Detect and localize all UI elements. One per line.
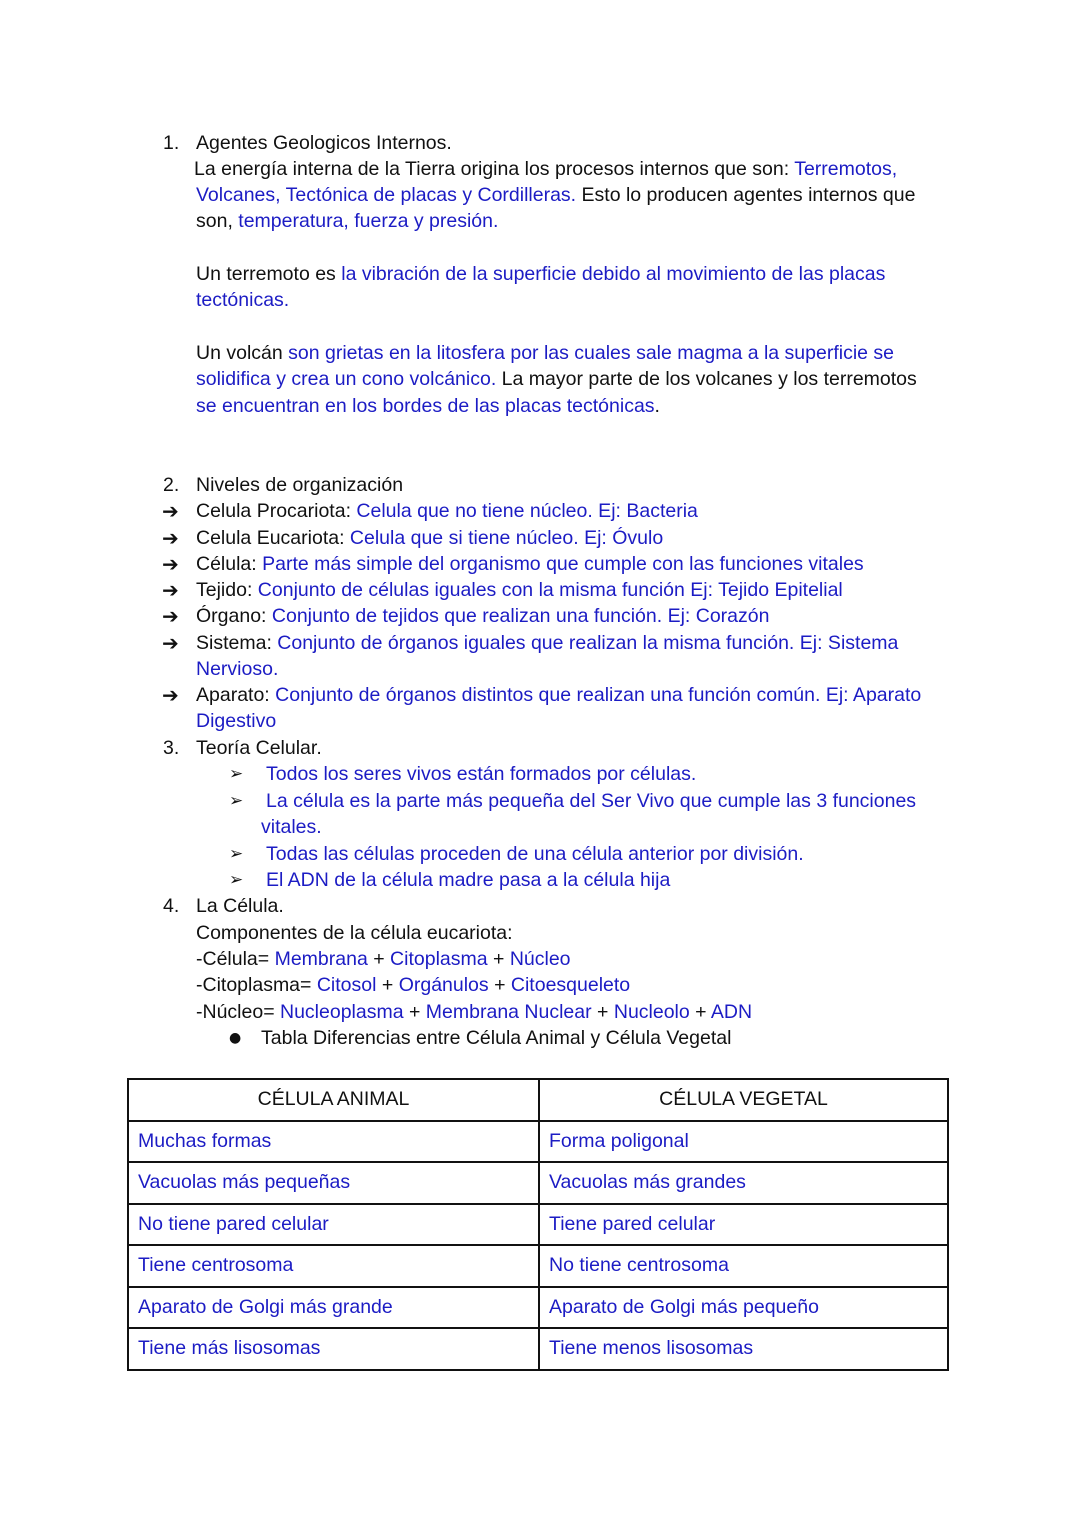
list-item	[196, 682, 921, 708]
comparison-table	[127, 1078, 949, 1371]
list-number: 1.	[163, 132, 180, 154]
table-cell: Tiene pared celular	[539, 1204, 948, 1246]
component: Membrana	[274, 948, 368, 970]
bullet-dot-icon: ●	[229, 1030, 242, 1046]
term: Celula Procariota:	[196, 500, 357, 522]
list-item	[196, 577, 843, 603]
formula-nucleus	[196, 999, 752, 1025]
formula-cytoplasm	[196, 972, 630, 998]
list-number: 3.	[163, 737, 180, 759]
table-cell: Aparato de Golgi más grande	[128, 1287, 539, 1329]
table-row	[128, 1162, 948, 1204]
definition: Celula que no tiene núcleo. Ej: Bacteria	[356, 500, 698, 522]
section-heading: Niveles de organización	[196, 474, 404, 496]
definition-continued: Nervioso.	[196, 658, 279, 680]
list-item-continued: vitales.	[261, 816, 322, 838]
term: Sistema:	[196, 632, 278, 654]
table-row	[128, 1121, 948, 1163]
table-row	[128, 1287, 948, 1329]
text: La mayor parte de los volcanes y los terremotos	[496, 368, 917, 390]
table-cell: Muchas formas	[128, 1121, 539, 1163]
arrow-right-icon: ➔	[162, 604, 179, 628]
plus-sign: +	[689, 1001, 711, 1023]
table-row	[128, 1328, 948, 1370]
component: Membrana Nuclear	[425, 1001, 592, 1023]
header-plant-cell: CÉLULA VEGETAL	[539, 1079, 948, 1121]
formula-label: -Célula=	[196, 948, 275, 970]
table-row	[128, 1245, 948, 1287]
plus-sign: +	[487, 948, 510, 970]
list-item: La célula es la parte más pequeña del Ser Vivo que cumple las 3 funciones	[266, 790, 917, 812]
component: Citoplasma	[390, 948, 488, 970]
table-cell: Vacuolas más pequeñas	[128, 1162, 539, 1204]
term: Celula Eucariota:	[196, 527, 350, 549]
section-heading: Agentes Geologicos Internos.	[196, 132, 452, 154]
list-item	[196, 498, 698, 524]
table-cell: Aparato de Golgi más pequeño	[539, 1287, 948, 1329]
list-number: 4.	[163, 895, 180, 917]
definition: Conjunto de células iguales con la misma función Ej: Tejido Epitelial	[257, 579, 843, 601]
table-cell: Vacuolas más grandes	[539, 1162, 948, 1204]
component: Nucleolo	[613, 1001, 690, 1023]
table-cell: Tiene centrosoma	[128, 1245, 539, 1287]
list-number: 2.	[163, 474, 180, 496]
arrowhead-bullet-icon: ➢	[229, 764, 244, 784]
table-header-row	[128, 1079, 948, 1121]
highlight-text: se encuentran en los bordes de las placas tectónicas	[196, 395, 655, 417]
term: Aparato:	[196, 684, 276, 706]
paragraph-line	[194, 156, 897, 182]
header-animal-cell: CÉLULA ANIMAL	[128, 1079, 539, 1121]
paragraph-line	[196, 340, 894, 366]
section-heading: Teoría Celular.	[196, 737, 322, 759]
arrowhead-bullet-icon: ➢	[229, 844, 244, 864]
term: Tejido:	[196, 579, 258, 601]
table-cell: Tiene menos lisosomas	[539, 1328, 948, 1370]
definition: Conjunto de órganos distintos que realizan una función común. Ej: Aparato	[275, 684, 922, 706]
arrow-right-icon: ➔	[162, 578, 179, 602]
definition-continued: Digestivo	[196, 710, 277, 732]
highlight-text: temperatura, fuerza y presión.	[238, 210, 499, 232]
definition: Conjunto de tejidos que realizan una función. Ej: Corazón	[271, 605, 770, 627]
list-item: Todas las células proceden de una célula anterior por división.	[266, 843, 804, 865]
formula-label: -Citoplasma=	[196, 974, 317, 996]
arrowhead-bullet-icon: ➢	[229, 870, 244, 890]
arrow-right-icon: ➔	[162, 499, 179, 523]
definition: Celula que si tiene núcleo. Ej: Óvulo	[349, 527, 664, 549]
arrow-right-icon: ➔	[162, 526, 179, 550]
arrowhead-bullet-icon: ➢	[229, 791, 244, 811]
arrow-right-icon: ➔	[162, 552, 179, 576]
paragraph-line	[196, 393, 660, 419]
component: Núcleo	[509, 948, 571, 970]
paragraph-line	[196, 182, 915, 208]
list-item: El ADN de la célula madre pasa a la célula hija	[266, 869, 671, 891]
list-item	[196, 630, 898, 656]
paragraph-line	[196, 208, 498, 234]
definition: Conjunto de órganos iguales que realizan la misma función. Ej: Sistema	[277, 632, 899, 654]
text: Un volcán	[196, 342, 289, 364]
paragraph-line	[196, 261, 885, 287]
term: Órgano:	[196, 605, 272, 627]
formula-cell	[196, 946, 571, 972]
table-cell: No tiene centrosoma	[539, 1245, 948, 1287]
highlight-text: Terremotos,	[794, 158, 898, 180]
table-cell: No tiene pared celular	[128, 1204, 539, 1246]
text: Un terremoto es	[196, 263, 342, 285]
definition: Parte más simple del organismo que cumple con las funciones vitales	[262, 553, 864, 575]
list-item: Todos los seres vivos están formados por células.	[266, 763, 697, 785]
subtitle: Componentes de la célula eucariota:	[196, 922, 513, 944]
component: Orgánulos	[398, 974, 489, 996]
highlight-text: Volcanes, Tectónica de placas y Cordilleras.	[196, 184, 577, 206]
plus-sign: +	[488, 974, 511, 996]
section-heading: La Célula.	[196, 895, 284, 917]
paragraph-line	[196, 366, 917, 392]
text: son,	[196, 210, 239, 232]
highlight-text: son grietas en la litosfera por las cuales sale magma a la superficie se	[288, 342, 895, 364]
table-cell: Tiene más lisosomas	[128, 1328, 539, 1370]
list-item	[196, 525, 663, 551]
list-item	[196, 603, 769, 629]
highlight-text: solidifica y crea un cono volcánico.	[196, 368, 497, 390]
text: Esto lo producen agentes internos que	[576, 184, 916, 206]
component: Nucleoplasma	[280, 1001, 404, 1023]
component: Citoesqueleto	[510, 974, 631, 996]
table-row	[128, 1204, 948, 1246]
text: .	[654, 395, 660, 417]
list-item	[196, 551, 864, 577]
table-caption: Tabla Diferencias entre Célula Animal y Célula Vegetal	[261, 1027, 732, 1049]
plus-sign: +	[591, 1001, 614, 1023]
plus-sign: +	[403, 1001, 426, 1023]
component: Citosol	[316, 974, 377, 996]
plus-sign: +	[376, 974, 399, 996]
highlight-text: la vibración de la superficie debido al movimiento de las placas	[341, 263, 886, 285]
paragraph-line: tectónicas.	[196, 289, 290, 311]
term: Célula:	[196, 553, 263, 575]
plus-sign: +	[367, 948, 391, 970]
component: ADN	[710, 1001, 753, 1023]
arrow-right-icon: ➔	[162, 683, 179, 707]
text: La energía interna de la Tierra origina los procesos internos que son:	[194, 158, 795, 180]
table-cell: Forma poligonal	[539, 1121, 948, 1163]
arrow-right-icon: ➔	[162, 631, 179, 655]
formula-label: -Núcleo=	[196, 1001, 280, 1023]
